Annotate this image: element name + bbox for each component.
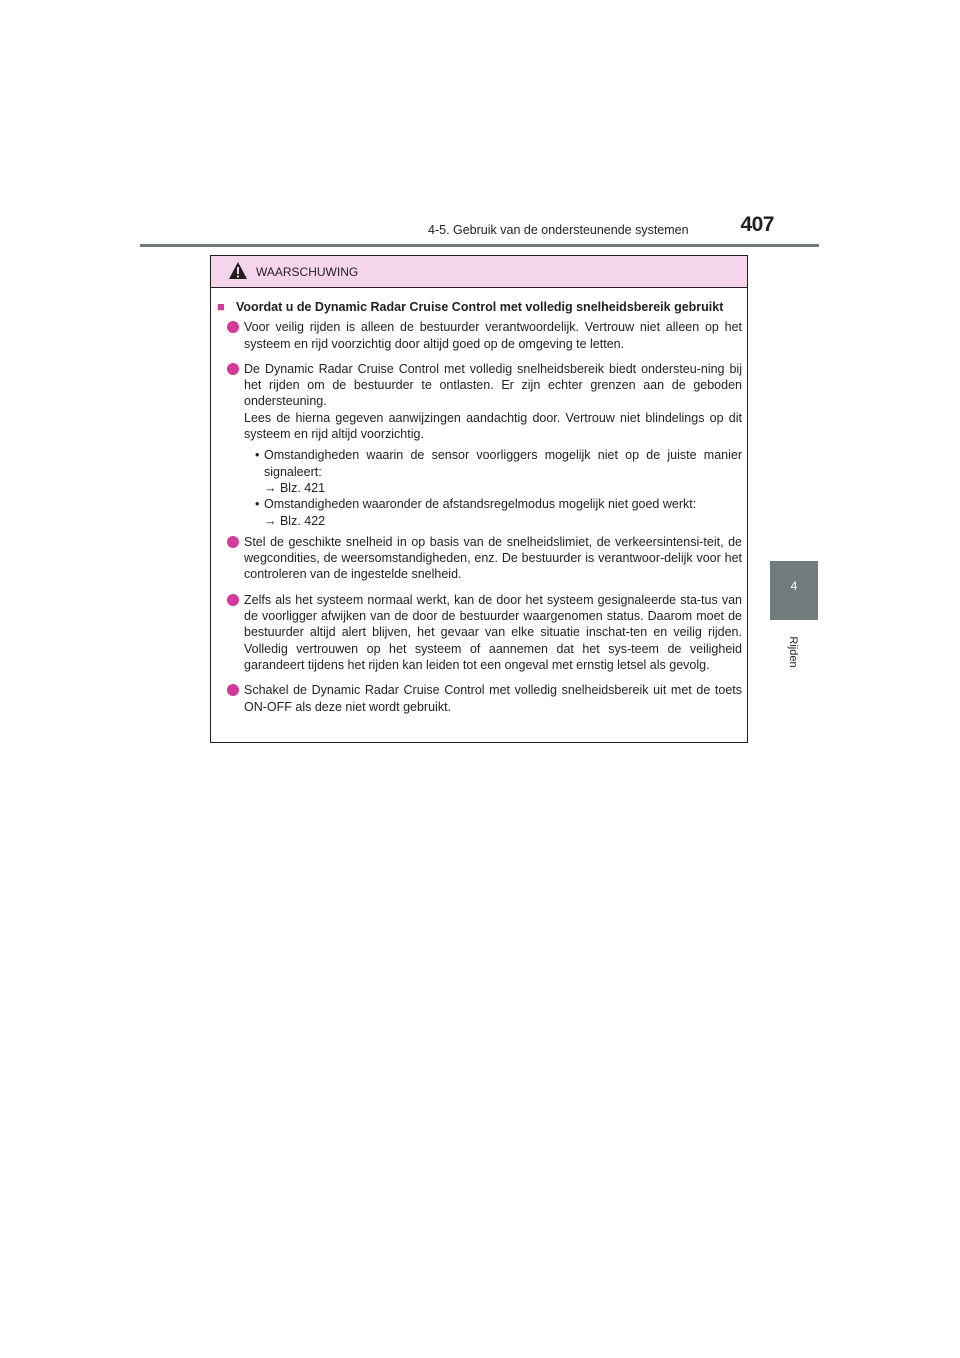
header-rule [140,244,819,247]
section-title: 4-5. Gebruik van de ondersteunende systemen [428,223,689,237]
list-item [227,682,742,715]
warning-body [211,288,747,715]
sub-item-text: Omstandigheden waarin de sensor voorliggers mogelijk niet op de juiste manier signaleert: [264,448,742,479]
chapter-tab [770,561,818,620]
list-item-text: Voor veilig rijden is alleen de bestuurder verantwoordelijk. Vertrouw niet alleen op het systeem en rijd voorzichtig door altijd goed op de omgeving te letten. [244,320,742,351]
warning-title: WAARSCHUWING [256,265,359,279]
sub-item [255,496,742,512]
circle-bullet-icon [227,363,239,375]
circle-bullet-icon [227,684,239,696]
circle-bullet-icon [227,321,239,333]
warning-heading [217,299,742,315]
list-item-text-part: De Dynamic Radar Cruise Control met volledig snelheidsbereik biedt ondersteu-ning bij het rijden om de bestuurder te ontlasten. Er zijn echter grenzen aan de geboden ondersteuning. [244,361,742,409]
chapter-label [786,632,800,672]
sub-item [255,447,742,480]
circle-bullet-icon [227,536,239,548]
sub-bullet-icon: • [255,497,260,512]
warning-header [211,256,747,288]
page-reference: → Blz. 421 [264,480,326,495]
page-number: 407 [740,213,774,236]
warning-triangle-icon [228,261,248,280]
chapter-number: 4 [790,579,798,593]
square-bullet-icon: ■ [217,299,225,314]
sub-item-text: Omstandigheden waaronder de afstandsregelmodus mogelijk niet goed werkt: [264,497,697,512]
list-item-text: Zelfs als het systeem normaal werkt, kan de door het systeem gesignaleerde sta-tus van de voorligger afwijken van de door de bestuurder waargenomen status. Daarom moet de bestuurder altijd alert blijven, het gevaar van elke situatie inschat-ten en veilig rijden. Volledig vertrouwen op het systeem of aannemen dat het sys-teem de veiligheid garandeert tijdens het rijden kan leiden tot een ongeval met ernstig letsel als gevolg. [244,592,742,672]
list-item [227,361,742,442]
warning-heading-text: Voordat u de Dynamic Radar Cruise Control met volledig snelheidsbereik gebruikt [236,300,724,314]
list-item-text: Schakel de Dynamic Radar Cruise Control met volledig snelheidsbereik uit met de toets ON-OFF als deze niet wordt gebruikt. [244,683,742,714]
list-item [227,319,742,352]
sub-bullet-icon: • [255,448,260,463]
list-item [227,534,742,583]
list-item [227,592,742,673]
list-item-text: Stel de geschikte snelheid in op basis van de snelheidslimiet, de verkeersintensi-teit, de wegcondities, de weersomstandigheden, enz. De bestuurder is verantwoor-delijk voor het controleren van de ingestelde snelheid. [244,534,742,582]
circle-bullet-icon [227,594,239,606]
list-item-text-part: Lees de hierna gegeven aanwijzingen aandachtig door. Vertrouw niet blindelings op dit systeem en rijd altijd voorzichtig. [244,410,742,442]
chapter-label-text: Rijden [787,636,799,668]
page-reference: → Blz. 422 [264,513,326,528]
warning-box [210,255,748,743]
page-header [428,213,778,243]
list-item-text [244,361,742,442]
